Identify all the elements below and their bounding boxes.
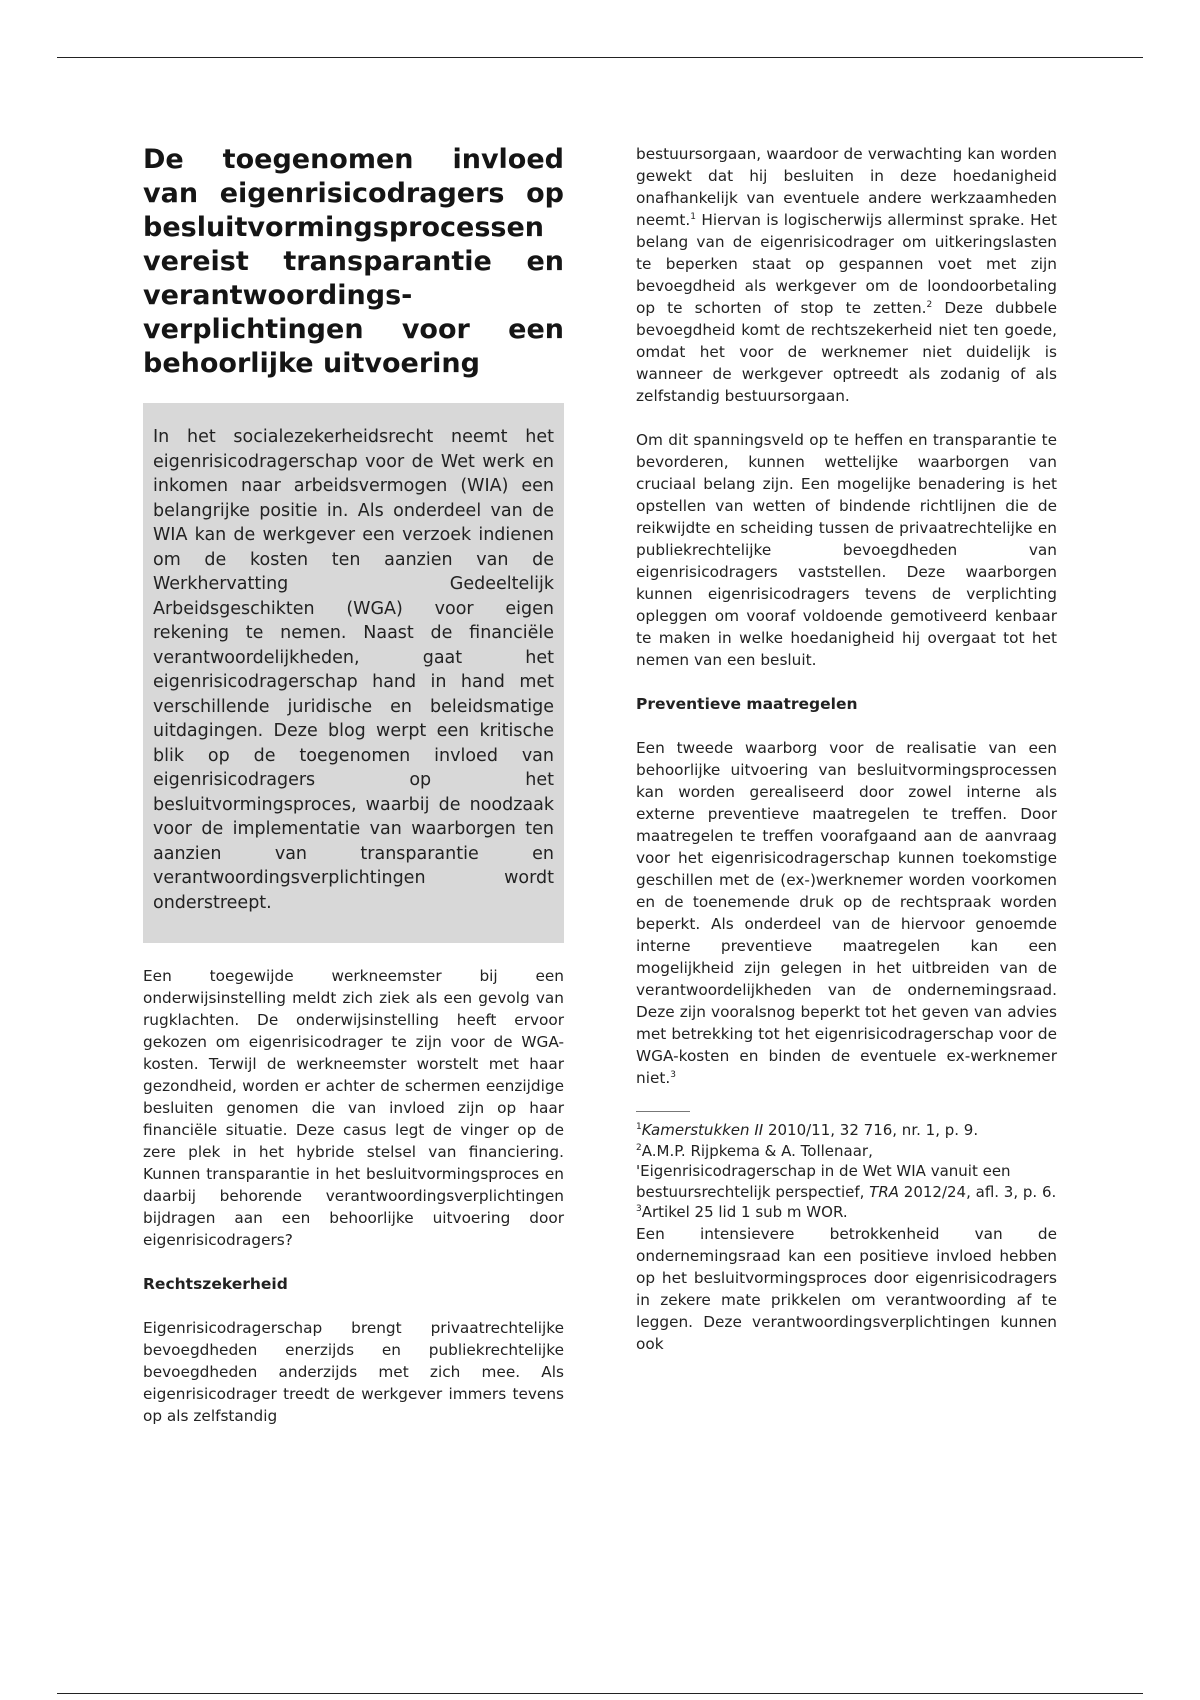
rechtszekerheid-paragraph-2: Om dit spanningsveld op te heffen en transparantie te bevorderen, kunnen wettelijke waarborgen van cruciaal belang zijn. Een mogelijke benadering is het opstellen van wetten of bindende richtlijnen die de reikwijdte en scheiding tussen de privaatrechtelijke en publiekrechtelijke bevoegdheden van eigenrisicodragers vaststellen. Deze waarborgen kunnen eigenrisicodragers tevens de verplichting opleggen om vooraf voldoende gemotiveerd kenbaar te maken in welke hoedanigheid hij overgaat tot het nemen van een besluit. [636, 431, 1057, 669]
footnote-1: $^1$Kamerstukken II 2010/11, 32 716, nr. 1, p. 9. [636, 1121, 979, 1139]
right-column [636, 143, 1057, 1355]
footnote-ref-3[interactable]: 3 [670, 1069, 676, 1080]
rechtszekerheid-paragraph-1: Eigenrisicodragerschap brengt privaatrechtelijke bevoegdheden enerzijds en publiekrechtelijke bevoegdheden anderzijds met zich mee. Als eigenrisicodrager treedt de werkgever immers tevens op als zelfstandig [143, 1319, 564, 1425]
footnote-ref-1[interactable]: 1 [690, 211, 697, 222]
preventieve-paragraph-2: Een intensievere betrokkenheid van de ondernemingsraad kan een positieve invloed hebben op het besluitvormingsproces door eigenrisicodragers in zekere mate prikkelen om verantwoording af te leggen. Deze verantwoordingsverplichtingen kunnen ook [636, 1224, 1057, 1353]
footnote-ref-2[interactable]: 2 [926, 299, 933, 310]
rechtszekerheid-paragraph-1-continued: bestuursorgaan, waardoor de verwachting kan worden gewekt dat hij besluiten in deze hoedanigheid onafhankelijk van eventuele andere werkzaamheden neemt.$^1$ Hiervan is logischerwijs allerminst sprake. Het belang van de eigenrisicodrager om uitkeringslasten te beperken staat op gespannen voet met zijn bevoegdheid als werkgever om de loondoorbetaling op te schorten of stop te zetten.$^2$ Deze dubbele bevoegdheid komt de rechtszekerheid niet ten goede, omdat het voor de werknemer niet duidelijk is wanneer de werkgever optreedt als zodanig of als zelfstandig bestuursorgaan. [636, 145, 1057, 405]
footnote-2: $^2$A.M.P. Rijpkema & A. Tollenaar, 'Eigenrisicodragerschap in de Wet WIA vanuit een bestuursrechtelijk perspectief, TRA 2012/24, afl. 3, p. 6. [636, 1141, 1057, 1201]
section-heading-rechtszekerheid: Rechtszekerheid [143, 1275, 288, 1293]
preventieve-paragraph-1: Een tweede waarborg voor de realisatie van een behoorlijke uitvoering van besluitvormingsprocessen kan worden gerealiseerd door zowel interne als externe preventieve maatregelen te treffen. Door maatregelen te treffen voorafgaand aan de aanvraag voor het eigenrisicodragerschap kunnen toekomstige geschillen met de (ex-)werknemer worden voorkomen en de toenemende druk op de rechtspraak worden beperkt. Als onderdeel van de hiervoor genoemde interne preventieve maatregelen kan een mogelijkheid zijn gelegen in het uitbreiden van de verantwoordelijkheden van de ondernemingsraad. Deze zijn vooralsnog beperkt tot het geven van advies met betrekking tot het eigenrisicodragerschap voor de WGA-kosten en binden de eventuele ex-werknemer niet.$^3$ [636, 739, 1057, 1087]
footnote-divider [636, 1111, 690, 1112]
article-title: De toegenomen invloed van eigenrisicodragers op besluitvormingsprocessen vereist transparantie en verantwoordings-verplichtingen voor een behoorlijke uitvoering [143, 144, 564, 379]
intro-paragraph: Een toegewijde werkneemster bij een onderwijsinstelling meldt zich ziek als een gevolg van rugklachten. De onderwijsinstelling heeft ervoor gekozen om eigenrisicodrager te zijn voor de WGA-kosten. Terwijl de werkneemster worstelt met haar gezondheid, worden er achter de schermen eenzijdige besluiten genomen die van invloed zijn op haar financiële situatie. Deze casus legt de vinger op de zere plek in het hybride stelsel van financiering. Kunnen transparantie in het besluitvormingsproces en daarbij behorende verantwoordingsverplichtingen bijdragen aan een behoorlijke uitvoering door eigenrisicodragers? [143, 967, 564, 1249]
header-rule [57, 57, 1143, 58]
left-column [143, 143, 564, 1427]
footnote-3: $^3$Artikel 25 lid 1 sub m WOR. [636, 1203, 848, 1221]
section-heading-preventieve-maatregelen: Preventieve maatregelen [636, 695, 858, 713]
abstract-box: In het socialezekerheidsrecht neemt het eigenrisicodragerschap voor de Wet werk en inkomen naar arbeidsvermogen (WIA) een belangrijke positie in. Als onderdeel van de WIA kan de werkgever een verzoek indienen om de kosten ten aanzien van de Werkhervatting Gedeeltelijk Arbeidsgeschikten (WGA) voor eigen rekening te nemen. Naast de financiële verantwoordelijkheden, gaat het eigenrisicodragerschap hand in hand met verschillende juridische en beleidsmatige uitdagingen. Deze blog werpt een kritische blik op de toegenomen invloed van eigenrisicodragers op het besluitvormingsproces, waarbij de noodzaak voor de implementatie van waarborgen ten aanzien van transparantie en verantwoordingsverplichtingen wordt onderstreept. [143, 403, 564, 943]
footer-rule [57, 1693, 1143, 1694]
